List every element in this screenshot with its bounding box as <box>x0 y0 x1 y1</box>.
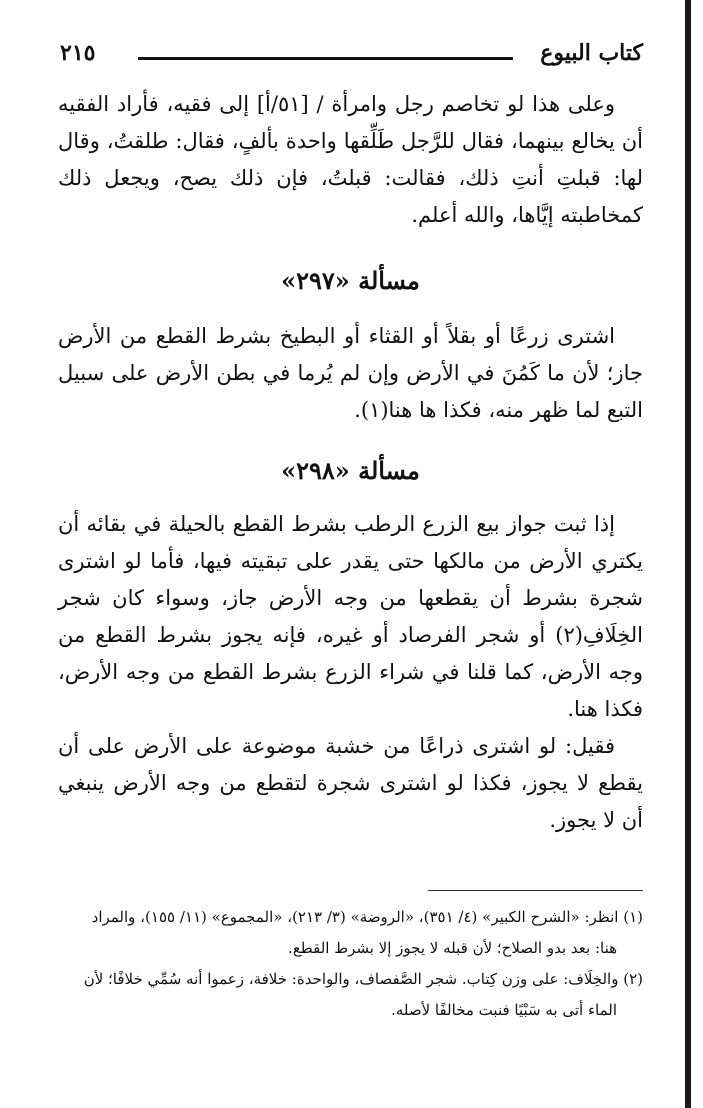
footnote-2: (٢) والخِلَاف: على وزن كِتاب. شجر الصَّفصاف، والواحدة: خلافة، زعموا أنه سُمِّي خلافًا؛ لأن <box>83 970 643 988</box>
footnote-1: (١) انظر: «الشرح الكبير» (٤/ ٣٥١)، «الروضة» (٣/ ٢١٣)، «المجموع» (١١/ ١٥٥)، والمراد <box>91 908 643 926</box>
book-title: كتاب البيوع <box>540 40 643 66</box>
paragraph-2: اشترى زرعًا أو بقلاً أو القثاء أو البطيخ بشرط القطع من الأرض جاز؛ لأن ما كَمُنَ في الأرض وإن لم يُرما في بطن الأرض على سبيل التبع لما ظهر منه، فكذا ها هنا(١). <box>58 324 643 422</box>
masala-297-heading: مسألة «٢٩٧» <box>281 266 420 295</box>
footnote-separator <box>428 890 643 891</box>
page-edge-shadow <box>685 0 691 1108</box>
paragraph-4: فقيل: لو اشترى ذراعًا من خشبة موضوعة على الأرض على أن يقطع لا يجوز، فكذا لو اشترى شجرة لتقطع من وجه الأرض ينبغي أن لا يجوز. <box>58 734 643 832</box>
masala-298-heading: مسألة «٢٩٨» <box>281 456 420 485</box>
paragraph-3: إذا ثبت جواز بيع الزرع الرطب بشرط القطع بالحيلة في بقائه أن يكتري الأرض من مالكها حتى يقدر على تبقيته فيها، فأما لو اشترى شجرة بشرط أن يقطعها من وجه الأرض جاز، وسواء كان شجر الخِلَافِ(٢) أو شجر الفرصاد أو غيره، فإنه يجوز بشرط القطع من وجه الأرض، كما قلنا في شراء الزرع بشرط القطع من وجه الأرض، فكذا هنا. <box>58 512 643 721</box>
header-rule <box>138 57 513 60</box>
footnote-2-continuation: الماء أتى به سَبْيًا فنبت مخالفًا لأصله. <box>391 1001 617 1019</box>
footnote-1-continuation: هنا: بعد بدو الصلاح؛ لأن قبله لا يجوز إلا بشرط القطع. <box>288 939 617 957</box>
page-number: ٢١٥ <box>60 40 96 66</box>
running-header <box>60 40 643 74</box>
footnotes <box>58 902 643 1026</box>
paragraph-1: وعلى هذا لو تخاصم رجل وامرأة / [٥١/أ] إلى فقيه، فأراد الفقيه أن يخالع بينهما، فقال للرَّجل طَلِّقها واحدة بألفٍ، فقال: طلقتُ، وقال لها: قبلتِ أنتِ ذلك، فقالت: قبلتُ، فإن ذلك يصح، ويجعل ذلك كمخاطبته إيَّاها، والله أعلم. <box>58 92 643 227</box>
